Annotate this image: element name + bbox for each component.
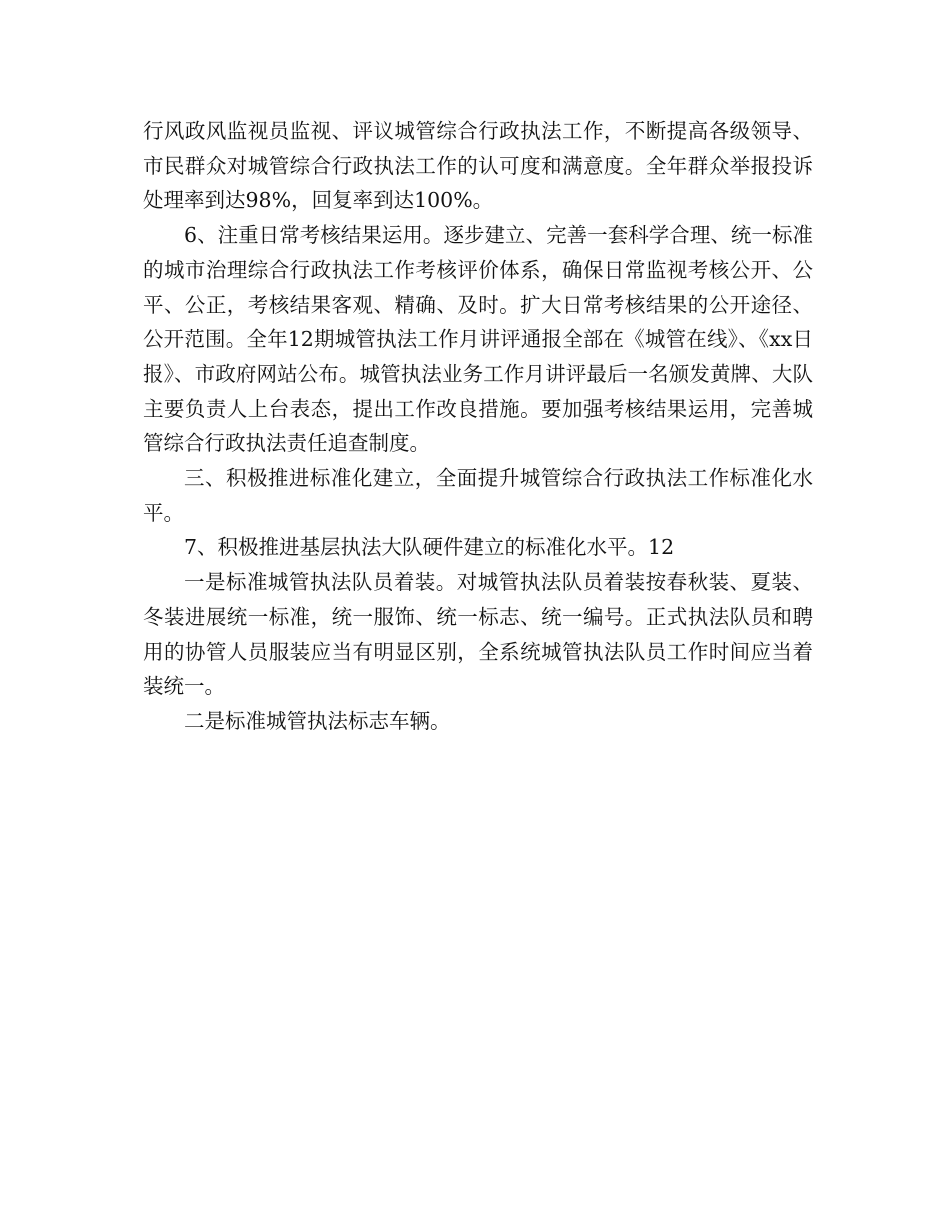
paragraph-assessment-results: 6、注重日常考核结果运用。逐步建立、完善一套科学合理、统一标准的城市治理综合行政执法工作考核评价体系，确保日常监视考核公开、公平、公正，考核结果客观、精确、及时。扩大日常考核结果的公开途径、公开范围。全年12期城管执法工作月讲评通报全部在《城管在线》、《xx日报》、市政府网站公布。城管执法业务工作月讲评最后一名颁发黄牌、大队主要负责人上台表态，提出工作改良措施。要加强考核结果运用，完善城管综合行政执法责任追查制度。 xyxy=(143,223,813,456)
document-body xyxy=(143,114,813,739)
paragraph-uniform-standard: 一是标准城管执法队员着装。对城管执法队员着装按春秋装、夏装、冬装进展统一标准，统一服饰、统一标志、统一编号。正式执法队员和聘用的协管人员服装应当有明显区别，全系统城管执法队员工作时间应当着装统一。 xyxy=(143,570,813,699)
paragraph-complaint-handling: 行风政风监视员监视、评议城管综合行政执法工作，不断提高各级领导、市民群众对城管综合行政执法工作的认可度和满意度。全年群众举报投诉处理率到达98%，回复率到达100%。 xyxy=(143,119,813,213)
paragraph-vehicle-standard: 二是标准城管执法标志车辆。 xyxy=(184,708,451,733)
paragraph-hardware-standardization: 7、积极推进基层执法大队硬件建立的标准化水平。12 xyxy=(184,535,675,560)
section-heading-standardization: 三、积极推进标准化建立，全面提升城管综合行政执法工作标准化水平。 xyxy=(143,466,813,525)
